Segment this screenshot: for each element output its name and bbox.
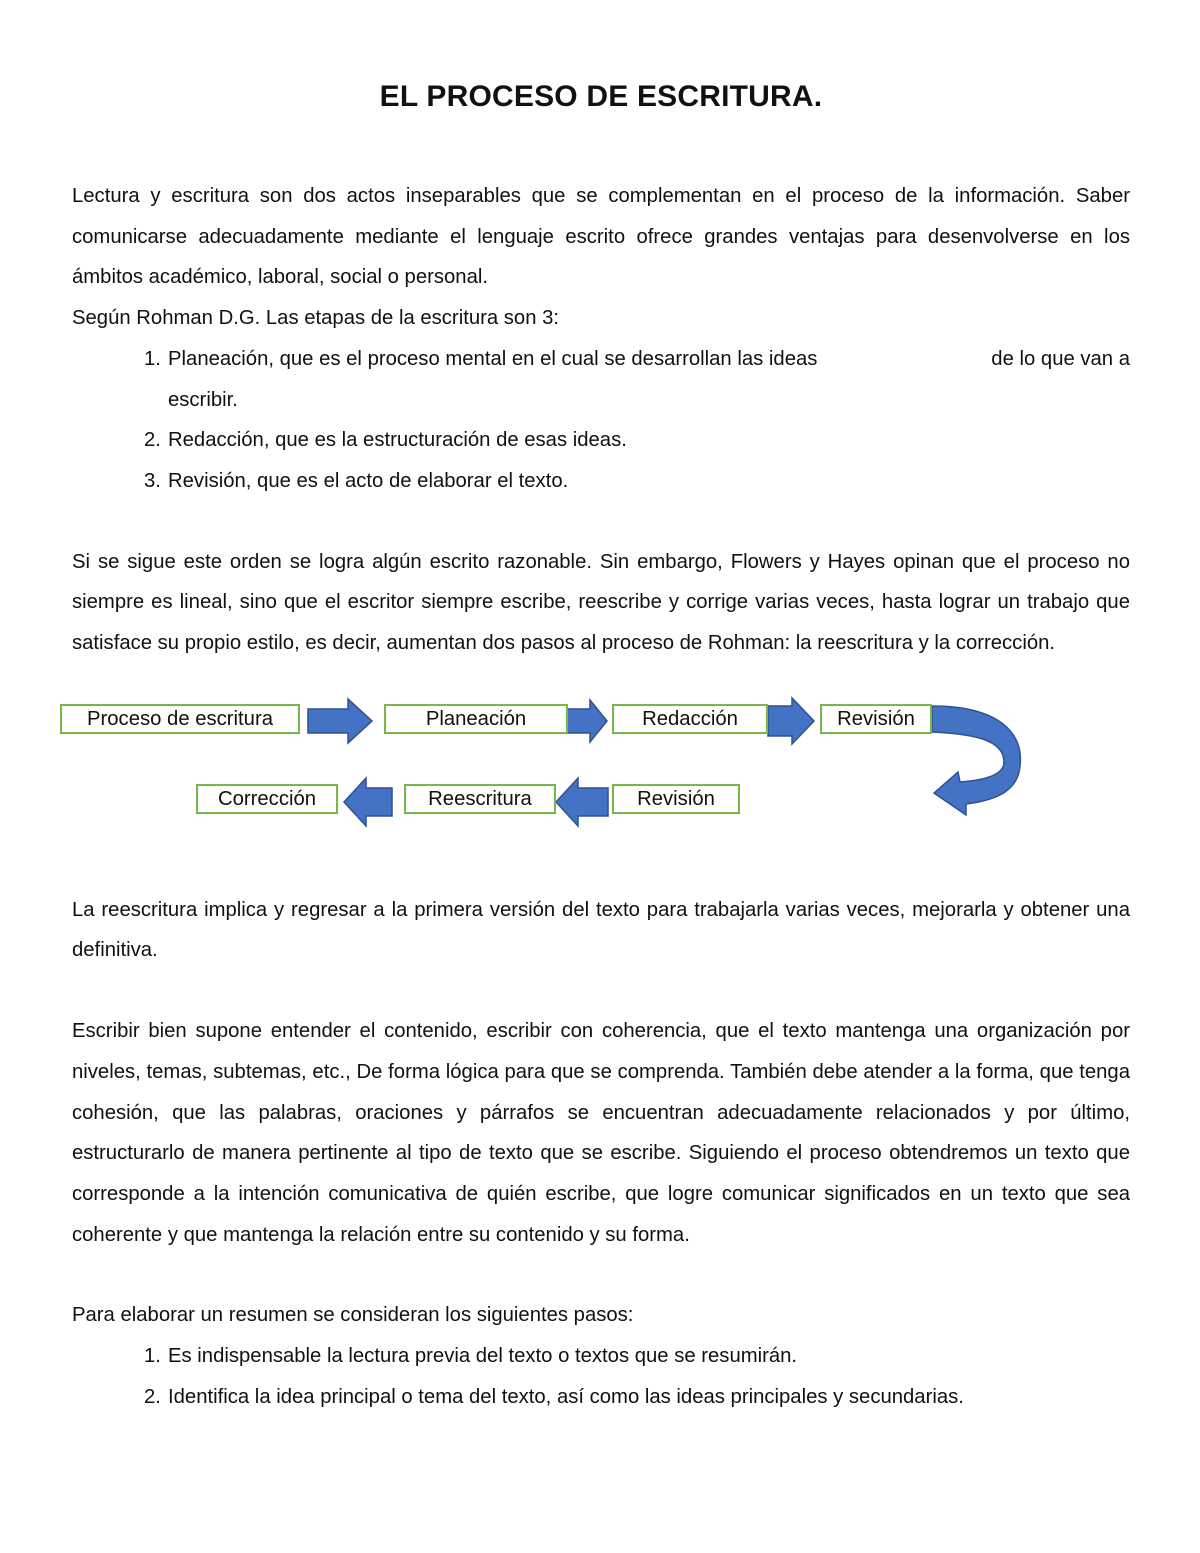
list-item-text-continued: de lo que van a xyxy=(991,347,1130,370)
list-item xyxy=(72,420,1130,461)
page-title: EL PROCESO DE ESCRITURA. xyxy=(379,80,823,113)
list-number: 1. xyxy=(144,1345,161,1368)
summary-intro: Para elaborar un resumen se consideran los siguientes pasos: xyxy=(72,1304,634,1327)
right-arrow-icon xyxy=(308,699,372,743)
diagram-box-revision-bottom: Revisión xyxy=(612,784,740,814)
list-item-text: Planeación, que es el proceso mental en el cual se desarrollan las ideas xyxy=(168,347,818,370)
rohman-stages-intro: Según Rohman D.G. Las etapas de la escritura son 3: xyxy=(72,307,560,330)
diagram-box-proceso: Proceso de escritura xyxy=(60,704,300,734)
list-number: 2. xyxy=(144,429,161,452)
summary-steps-list xyxy=(72,1336,1130,1417)
intro-paragraph: Lectura y escritura son dos actos inseparables que se complementan en el proceso de la información. Saber comunicarse adecuadamente mediante el lenguaje escrito ofrece grandes ventajas para desenvolverse en los ámbitos académico, laboral, social o personal. xyxy=(72,185,1130,289)
document-page xyxy=(72,70,1130,1417)
list-item-text: Es indispensable la lectura previa del texto o textos que se resumirán. xyxy=(168,1345,798,1368)
list-number: 1. xyxy=(144,347,161,370)
diagram-box-redaccion: Redacción xyxy=(612,704,768,734)
flowers-hayes-paragraph: Si se sigue este orden se logra algún escrito razonable. Sin embargo, Flowers y Hayes opinan que el proceso no siempre es lineal, sino que el escritor siempre escribe, reescribe y corrige varias veces, hasta lograr un trabajo que satisface su propio estilo, es decir, aumentan dos pasos al proceso de Rohman: la reescritura y la corrección. xyxy=(72,550,1130,655)
right-arrow-icon xyxy=(768,698,814,744)
list-item-text: Identifica la idea principal o tema del texto, así como las ideas principales y secundarias. xyxy=(168,1385,964,1408)
diagram-arrows xyxy=(0,664,1200,890)
list-item xyxy=(72,1377,1130,1418)
list-item-text: Redacción, que es la estructuración de esas ideas. xyxy=(168,429,627,452)
writing-process-diagram xyxy=(0,664,1200,890)
diagram-box-correccion: Corrección xyxy=(196,784,338,814)
diagram-box-revision-top: Revisión xyxy=(820,704,932,734)
list-item-text-wrap: escribir. xyxy=(168,388,238,411)
rohman-stages-list xyxy=(72,339,1130,502)
list-item-text: Revisión, que es el acto de elaborar el texto. xyxy=(168,469,569,492)
good-writing-paragraph: Escribir bien supone entender el contenido, escribir con coherencia, que el texto mantenga una organización por niveles, temas, subtemas, etc., De forma lógica para que se comprenda. También debe atender a la forma, que tenga cohesión, que las palabras, oraciones y párrafos se encuentran adecuadamente relacionados y por último, estructurarlo de manera pertinente al tipo de texto que se escribe. Siguiendo el proceso obtendremos un texto que corresponde a la intención comunicativa de quién escribe, que logre comunicar significados en un texto que sea coherente y que mantenga la relación entre su contenido y su forma. xyxy=(72,1020,1130,1246)
right-arrow-icon xyxy=(565,700,607,742)
list-number: 2. xyxy=(144,1385,161,1408)
diagram-box-planeacion: Planeación xyxy=(384,704,568,734)
curved-return-arrow-icon xyxy=(932,706,1020,815)
list-item xyxy=(72,339,1130,420)
list-item xyxy=(72,1336,1130,1377)
list-number: 3. xyxy=(144,469,161,492)
diagram-box-reescritura: Reescritura xyxy=(404,784,556,814)
left-arrow-icon xyxy=(344,778,392,826)
list-item xyxy=(72,461,1130,502)
left-arrow-icon xyxy=(556,778,608,826)
rewrite-paragraph: La reescritura implica y regresar a la primera versión del texto para trabajarla varias veces, mejorarla y obtener una definitiva. xyxy=(72,898,1130,962)
